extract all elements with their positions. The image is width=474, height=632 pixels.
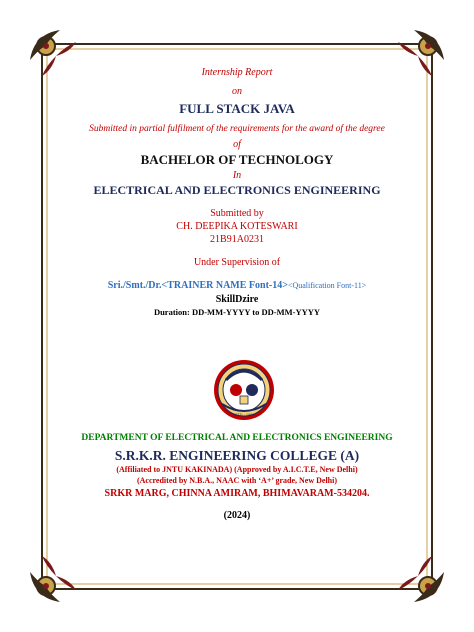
degree-name: BACHELOR OF TECHNOLOGY: [140, 152, 334, 167]
submitted-by-label: Submitted by: [210, 208, 264, 219]
internship-duration: Duration: DD-MM-YYYY to DD-MM-YYYY: [153, 307, 321, 317]
college-address: SRKR MARG, CHINNA AMIRAM, BHIMAVARAM-534204.: [104, 488, 370, 499]
supervision-label: Under Supervision of: [193, 257, 281, 268]
college-name: S.R.K.R. ENGINEERING COLLEGE (A): [114, 448, 360, 463]
submission-statement: Submitted in partial fulfilment of the requirements for the award of the degree: [89, 124, 385, 134]
college-accreditation: (Accredited by N.B.A., NAAC with ‘A+’ grade, New Delhi): [136, 476, 337, 485]
college-affiliation: (Affiliated to JNTU KAKINADA) (Approved by A.I.C.T.E, New Delhi): [116, 465, 358, 474]
seal-estd-text: ESTD : 1980: [233, 413, 255, 417]
trainer-qualification: <Qualification Font-11>: [287, 281, 367, 290]
corner-ornament-bottom-left: [30, 556, 76, 602]
degree-in: In: [232, 170, 242, 181]
department-name: DEPARTMENT OF ELECTRICAL AND ELECTRONICS ENGINEERING: [81, 433, 393, 443]
student-name: CH. DEEPIKA KOTESWARI: [176, 221, 298, 232]
trainer-line: [40, 280, 434, 291]
report-on: on: [232, 86, 242, 97]
corner-ornament-bottom-right: [398, 556, 444, 602]
college-seal-logo: [212, 358, 276, 422]
report-year: (2024): [223, 510, 251, 521]
degree-of: of: [233, 139, 241, 150]
branch-name: ELECTRICAL AND ELECTRONICS ENGINEERING: [93, 183, 381, 197]
company-name: SkillDzire: [215, 294, 259, 305]
student-roll-no: 21B91A0231: [210, 234, 264, 245]
trainer-name: Sri./Smt./Dr.<TRAINER NAME Font-14>: [107, 280, 288, 291]
course-title: FULL STACK JAVA: [179, 101, 295, 116]
report-type: Internship Report: [201, 67, 273, 78]
